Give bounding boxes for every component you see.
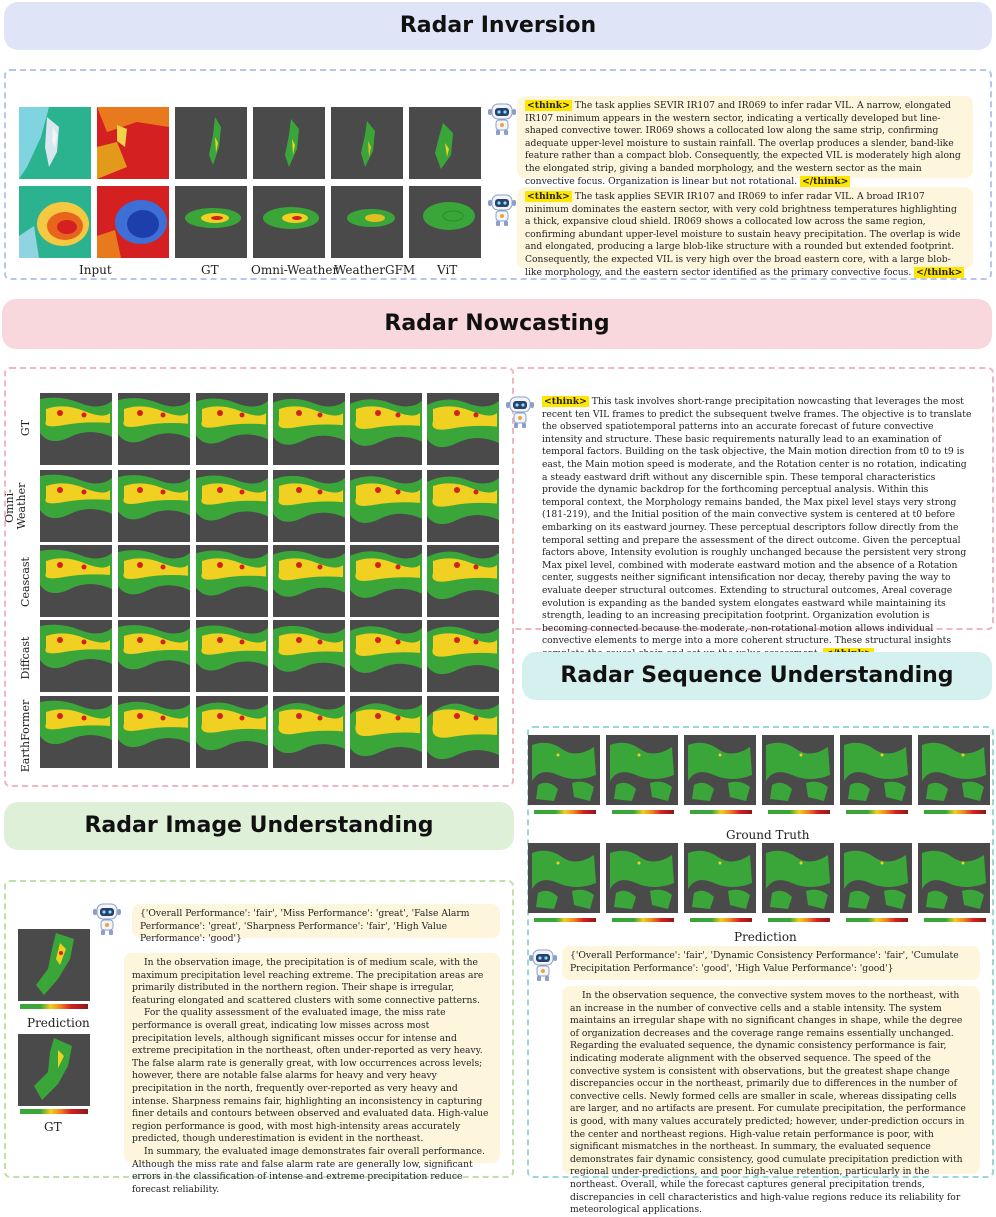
nowcast-frame-diffcast-2: [118, 620, 190, 692]
sequence-colorbar-ground-truth-5: [846, 810, 908, 814]
sequence-frame-prediction-1: [528, 843, 600, 913]
prediction-radar-image: [18, 929, 90, 1001]
image-analysis-paragraph-3: In summary, the evaluated image demonstrates fair overall performance. Although the miss rate and false alarm rate are generally low, significant errors in the classification of intense and extreme precipitation reduce forecast reliability.: [132, 1145, 486, 1195]
weathergfm-radar-row2: [331, 186, 403, 258]
robot-icon: [528, 946, 558, 982]
think-close-tag: </think>: [802, 175, 849, 187]
robot-icon: [92, 900, 122, 936]
sequence-colorbar-ground-truth-4: [768, 810, 830, 814]
gt-radar-row2: [175, 186, 247, 258]
nowcast-frame-omni-weather-2: [118, 470, 190, 542]
sequence-colorbar-prediction-2: [612, 918, 674, 922]
nowcast-frame-omni-weather-5: [350, 470, 422, 542]
input-ir-image-2b: [97, 186, 169, 258]
sequence-analysis-text: In the observation sequence, the convective system moves to the northeast, with an increase in the number of convective cells and a stable intensity. The system maintains an irregular shape with no significant changes in shape, while the degree of organization decreases and the coverage range remains essentially unchanged. Regarding the evaluated sequence, the dynamic consistency performance is fair, indicating moderate alignment with the observed sequence. The speed of the convective system is consistent with observations, but the greatest shape change discrepancies occur in the northeast, primarily due to differences in the number of convective cells. Newly formed cells are smaller in scale, whereas dissipating cells are larger, and no artifacts are present. For cumulate precipitation, the performance is good, with many values accurately predicted; however, under-prediction occurs in the center and northeast regions. High-value retain performance is poor, with significant mismatches in the northeast. In summary, the evaluated sequence demonstrates fair dynamic consistency, good cumulate precipitation prediction with regional under-predictions, and poor high-value retention, particularly in the northeast. Overall, while the forecast captures general precipitation trends, discrepancies in cell characteristics and high-value regions reduce its reliability for meteorological applications.: [570, 990, 966, 1216]
nowcasting-title: Radar Nowcasting: [384, 311, 610, 336]
nowcast-frame-omni-weather-4: [273, 470, 345, 542]
nowcast-frame-gt-1: [40, 393, 112, 465]
sequence-colorbar-prediction-1: [534, 918, 596, 922]
nowcast-frame-diffcast-5: [350, 620, 422, 692]
inversion-think-bubble-2: [517, 187, 973, 278]
nowcast-frame-gt-3: [196, 393, 268, 465]
think-open-tag: <think>: [544, 396, 587, 407]
sequence-frame-ground-truth-5: [840, 735, 912, 805]
sequence-label-prediction: Prediction: [734, 930, 797, 944]
robot-icon: [487, 100, 517, 136]
nowcast-frame-diffcast-4: [273, 620, 345, 692]
image-analysis-paragraph-1: In the observation image, the precipitation is of medium scale, with the maximum precipitation level reaching extreme. The precipitation areas are primarily distributed in the northern region. Their shape is irregular, featuring elongated and scattered clusters with some connective patterns.: [132, 957, 484, 1006]
image-understanding-header: [4, 802, 514, 850]
sequence-colorbar-prediction-6: [924, 918, 986, 922]
sequence-title: Radar Sequence Understanding: [560, 663, 954, 688]
think-close-tag: </think>: [916, 266, 963, 278]
nowcast-frame-ceascast-3: [196, 545, 268, 617]
nowcast-frame-earthformer-2: [118, 696, 190, 768]
sequence-frame-ground-truth-4: [762, 735, 834, 805]
image-understanding-title: Radar Image Understanding: [84, 813, 434, 838]
sequence-frame-prediction-4: [762, 843, 834, 913]
think-text: The task applies SEVIR IR107 and IR069 to infer radar VIL. A narrow, elongated IR107 minimum appears in the western sector, indicating a vertically developed but line-shaped convective tower. IR069 shows a collocated low along the same strip, confirming adequate upper-level moisture to sustain rainfall. The overlap produces a slender, band-like feature rather than a compact blob. Consequently, the expected VIL is moderately high along the elongated strip, giving a banded morphology, and the western sector as the main convective focus. Organization is linear but not rotational.: [525, 100, 961, 187]
robot-icon: [487, 191, 517, 227]
nowcast-frame-ceascast-6: [427, 545, 499, 617]
image-analysis-paragraph-2: For the quality assessment of the evaluated image, the miss rate performance is overall great, indicating low misses across most precipitation levels, although significant misses occur for intense and extreme precipitation in the northeast, often under-reported as very heavy. The false alarm rate is generally great, with low occurrences across levels; however, there are notable false alarms for heavy and very heavy precipitation in the north, frequently over-reported as very heavy and intense. Sharpness remains fair, highlighting an inconsistency in capturing finer details and contours between observed and evaluated data. High-value region performance is good, with most high-intensity areas accurately predicted, though underestimation is evident in the northeast.: [132, 1007, 489, 1145]
sequence-colorbar-ground-truth-1: [534, 810, 596, 814]
nowcast-row-label-omni-weather: [4, 466, 28, 546]
nowcast-frame-earthformer-6: [427, 696, 499, 768]
sequence-frame-ground-truth-3: [684, 735, 756, 805]
nowcast-row-label-gt: GT: [19, 419, 32, 437]
sequence-colorbar-ground-truth-2: [612, 810, 674, 814]
nowcast-row-label-ceascast: Ceascast: [19, 557, 32, 607]
sequence-colorbar-prediction-3: [690, 918, 752, 922]
sequence-frame-ground-truth-1: [528, 735, 600, 805]
image-summary-bubble: [132, 904, 500, 945]
inversion-title: Radar Inversion: [399, 13, 597, 38]
inversion-label-vit: ViT: [437, 263, 458, 277]
nowcast-frame-ceascast-5: [350, 545, 422, 617]
row-label-line2: Weather: [15, 482, 28, 530]
nowcast-frame-gt-5: [350, 393, 422, 465]
sequence-label-ground-truth: Ground Truth: [726, 828, 810, 842]
nowcasting-header: [2, 299, 992, 349]
nowcast-frame-gt-4: [273, 393, 345, 465]
nowcast-frame-gt-2: [118, 393, 190, 465]
input-ir-image-1a: [19, 107, 91, 179]
sequence-summary-text: {'Overall Performance': 'fair', 'Dynamic Consistency Performance': 'fair', 'Cumulate Precipitation Performance': 'good', 'High Value Performance': 'good'}: [570, 950, 959, 974]
gt-radar-image: [18, 1034, 90, 1106]
sequence-frame-ground-truth-2: [606, 735, 678, 805]
sequence-colorbar-ground-truth-6: [924, 810, 986, 814]
nowcast-frame-diffcast-6: [427, 620, 499, 692]
nowcast-frame-diffcast-3: [196, 620, 268, 692]
sequence-colorbar-prediction-5: [846, 918, 908, 922]
sequence-frame-prediction-3: [684, 843, 756, 913]
nowcast-frame-earthformer-1: [40, 696, 112, 768]
image-summary-text: {'Overall Performance': 'fair', 'Miss Performance': 'great', 'False Alarm Performance': 'great', 'Sharpness Performance': 'fair', 'High Value Performance': 'good'}: [140, 908, 470, 945]
vit-radar-row2: [409, 186, 481, 258]
sequence-frame-prediction-5: [840, 843, 912, 913]
image-analysis-bubble: [124, 953, 500, 1195]
robot-icon: [505, 393, 535, 429]
image-label-gt: GT: [44, 1120, 62, 1134]
image-label-prediction: Prediction: [27, 1016, 90, 1030]
inversion-header: [4, 2, 992, 50]
nowcast-row-label-earthformer: EarthFormer: [19, 699, 32, 773]
think-open-tag: <think>: [527, 191, 570, 202]
row-label-line1: Omni-: [3, 489, 16, 523]
sequence-frame-prediction-2: [606, 843, 678, 913]
input-ir-image-1b: [97, 107, 169, 179]
inversion-label-gt: GT: [201, 263, 219, 277]
weathergfm-radar-row1: [331, 107, 403, 179]
nowcast-frame-ceascast-4: [273, 545, 345, 617]
gt-radar-row1: [175, 107, 247, 179]
sequence-frame-prediction-6: [918, 843, 990, 913]
nowcast-row-label-diffcast: Diffcast: [19, 636, 32, 680]
nowcasting-think-bubble: [534, 392, 981, 647]
inversion-label-input: Input: [79, 263, 112, 277]
sequence-analysis-bubble: [562, 986, 980, 1216]
think-text: The task applies SEVIR IR107 and IR069 to infer radar VIL. A broad IR107 minimum dominates the eastern sector, with very cold brightness temperatures highlighting a thick, expansive cloud shield. IR069 shows a collocated low across the same region, confirming abundant upper-level moisture to sustain heavy precipitation. The overlap is wide and elongated, producing a large blob-like structure with a rounded but extended footprint. Consequently, the expected VIL is very high over the broad eastern core, with a large blob-like morphology, and the eastern sector identified as the primary convective focus.: [525, 191, 961, 278]
omni-weather-radar-row1: [253, 107, 325, 179]
sequence-summary-bubble: [562, 946, 980, 980]
think-open-tag: <think>: [527, 100, 570, 111]
inversion-label-weathergfm: WeatherGFM: [334, 263, 416, 277]
think-text: This task involves short-range precipitation nowcasting that leverages the most recent ten VIL frames to predict the subsequent twelve frames. The objective is to translate the observed spatiotemporal patterns into an accurate forecast of future convective intensity and structure. These basic requirements naturally lead to an examination of temporal factors. Building on the task objective, the Main motion direction from t0 to t9 is east, the Main motion speed is moderate, and the Rotation center is no rotation, indicating a steady eastward drift without any discernible spin. These temporal characteristics provide the dynamic backdrop for the forthcoming perceptual analysis. Within this temporal context, the Morphology remains banded, the Max pixel level stays very strong (181-219), and the Initial position of the main convective system is centered at t0 before embarking on its eastward journey. These perceptual descriptors follow directly from the temporal setting and prepare the assessment of the direct outcome. Given the perceptual factors above, Intensity evolution is roughly unchanged because the persistent very strong Max pixel level, combined with moderate eastward motion and the absence of a Rotation center, suggests neither significant intensification nor decay, thereby paving the way to evaluate deeper structural outcomes. Extending to structural outcomes, Areal coverage evolution is expanding as the banded system elongates eastward while maintaining its strength, leading to an increasing precipitation footprint. Organization evolution is becoming connected because the moderate, non-rotational motion allows individual convective elements to merge into a more coherent structure. These structural insights: [542, 396, 972, 647]
nowcast-frame-ceascast-1: [40, 545, 112, 617]
nowcast-frame-omni-weather-3: [196, 470, 268, 542]
nowcast-frame-diffcast-1: [40, 620, 112, 692]
sequence-colorbar-prediction-4: [768, 918, 830, 922]
nowcast-frame-ceascast-2: [118, 545, 190, 617]
sequence-header: [522, 652, 992, 700]
vit-radar-row1: [409, 107, 481, 179]
nowcast-frame-omni-weather-1: [40, 470, 112, 542]
sequence-colorbar-ground-truth-3: [690, 810, 752, 814]
nowcast-frame-earthformer-3: [196, 696, 268, 768]
input-ir-image-2a: [19, 186, 91, 258]
nowcast-frame-gt-6: [427, 393, 499, 465]
nowcast-frame-earthformer-5: [350, 696, 422, 768]
omni-weather-radar-row2: [253, 186, 325, 258]
nowcast-frame-earthformer-4: [273, 696, 345, 768]
nowcast-frame-omni-weather-6: [427, 470, 499, 542]
gt-colorbar: [20, 1109, 88, 1114]
inversion-label-omni-weather: Omni-Weather: [251, 263, 339, 277]
sequence-frame-ground-truth-6: [918, 735, 990, 805]
inversion-think-bubble-1: [517, 96, 973, 187]
prediction-colorbar: [20, 1004, 88, 1009]
